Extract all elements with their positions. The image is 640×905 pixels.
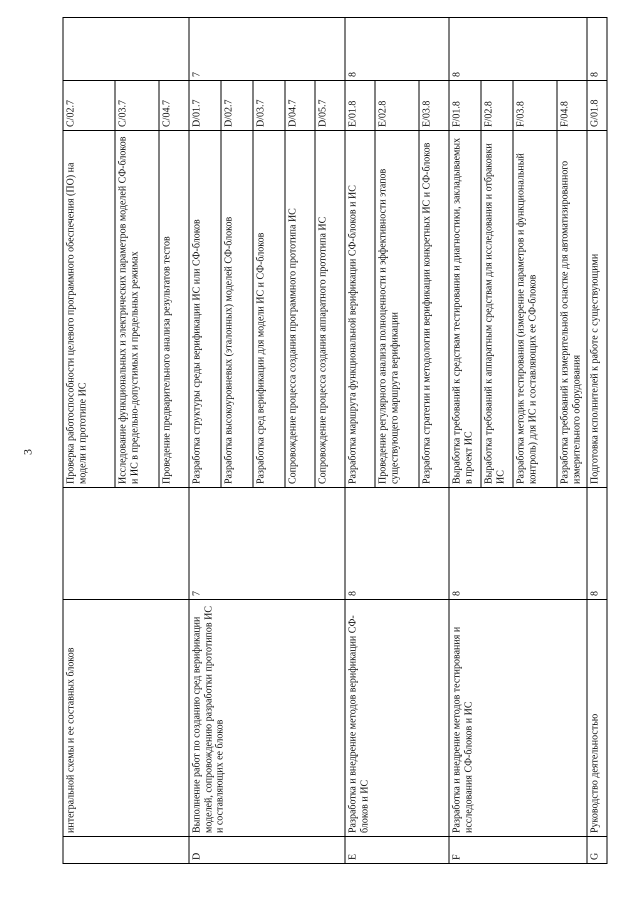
labor-function-cell: Сопровождение процесса создания программного прототипа ИС bbox=[285, 131, 315, 488]
generalized-function-cell: Выполнение работ по созданию сред верификации моделей, сопровождению разработки прототипов ИС и составляющих ее блоков bbox=[189, 600, 345, 837]
code-cell: F/01.8 bbox=[449, 81, 481, 131]
labor-function-cell: Выработка требований к аппаратным средствам для исследования и отбраковки ИС bbox=[481, 131, 513, 488]
table-row bbox=[449, 18, 481, 864]
sub-level-cell bbox=[63, 18, 189, 81]
labor-function-cell: Разработка стратегии и методологии верификации конкретных ИС и СФ-блоков bbox=[419, 131, 449, 488]
table-row bbox=[63, 18, 115, 864]
code-cell: D/02.7 bbox=[221, 81, 253, 131]
code-cell: D/01.7 bbox=[189, 81, 221, 131]
rotated-table-wrapper bbox=[63, 60, 601, 864]
code-cell: C/03.7 bbox=[115, 81, 159, 131]
labor-function-cell: Разработка маршрута функциональной верификации СФ-блоков и ИС bbox=[345, 131, 375, 488]
sub-level-cell: 8 bbox=[345, 18, 449, 81]
labor-function-cell: Разработка высокоуровневых (эталонных) моделей СФ-блоков bbox=[221, 131, 253, 488]
functions-table bbox=[63, 17, 608, 864]
code-cell: D/05.7 bbox=[315, 81, 345, 131]
labor-function-cell: Исследование функциональных и электрических параметров моделей СФ-блоков и ИС в предельно-допустимых и предельных режимах bbox=[115, 131, 159, 488]
code-cell: C/04.7 bbox=[159, 81, 189, 131]
sub-level-cell: 8 bbox=[587, 18, 607, 81]
code-cell: D/03.7 bbox=[253, 81, 285, 131]
function-letter-cell: F bbox=[449, 837, 587, 864]
table-row bbox=[587, 18, 607, 864]
code-cell: E/03.8 bbox=[419, 81, 449, 131]
qualification-level-cell: 8 bbox=[345, 488, 449, 600]
code-cell: D/04.7 bbox=[285, 81, 315, 131]
labor-function-cell: Подготовка исполнителей к работе с существующими bbox=[587, 131, 607, 488]
generalized-function-cell: Разработка и внедрение методов тестирования и исследования СФ-блоков и ИС bbox=[449, 600, 587, 837]
table-row bbox=[189, 18, 221, 864]
labor-function-cell: Разработка методик тестирования (измерение параметров и функциональный контроль) для ИС и составляющих ее СФ-блоков bbox=[513, 131, 557, 488]
labor-function-cell: Выработка требований к средствам тестирования и диагностики, закладываемых в проект ИС bbox=[449, 131, 481, 488]
qualification-level-cell: 8 bbox=[587, 488, 607, 600]
function-letter-cell: E bbox=[345, 837, 449, 864]
labor-function-cell: Разработка требований к измерительной оснастке для автоматизированного измерительного оборудования bbox=[557, 131, 587, 488]
table-row bbox=[345, 18, 375, 864]
code-cell: F/04.8 bbox=[557, 81, 587, 131]
labor-function-cell: Проведение регулярного анализа полноценности и эффективности этапов существующего маршрута верификации bbox=[375, 131, 419, 488]
function-letter-cell: D bbox=[189, 837, 345, 864]
code-cell: E/02.8 bbox=[375, 81, 419, 131]
function-letter-cell: G bbox=[587, 837, 607, 864]
code-cell: E/01.8 bbox=[345, 81, 375, 131]
code-cell: F/03.8 bbox=[513, 81, 557, 131]
function-letter-cell bbox=[63, 837, 189, 864]
qualification-level-cell bbox=[63, 488, 189, 600]
generalized-function-cell: Руководство деятельностью bbox=[587, 600, 607, 837]
qualification-level-cell: 7 bbox=[189, 488, 345, 600]
sub-level-cell: 8 bbox=[449, 18, 587, 81]
labor-function-cell: Проведение предварительного анализа результатов тестов bbox=[159, 131, 189, 488]
sub-level-cell: 7 bbox=[189, 18, 345, 81]
generalized-function-cell: интегральной схемы и ее составных блоков bbox=[63, 600, 189, 837]
qualification-level-cell: 8 bbox=[449, 488, 587, 600]
generalized-function-cell: Разработка и внедрение методов верификации СФ-блоков и ИС bbox=[345, 600, 449, 837]
labor-function-cell: Сопровождение процесса создания аппаратного прототипа ИС bbox=[315, 131, 345, 488]
code-cell: C/02.7 bbox=[63, 81, 115, 131]
labor-function-cell: Разработка сред верификации для модели ИС и СФ-блоков bbox=[253, 131, 285, 488]
code-cell: F/02.8 bbox=[481, 81, 513, 131]
labor-function-cell: Проверка работоспособности целевого программного обеспечения (ПО) на модели и прототипе ИС bbox=[63, 131, 115, 488]
page-number: 3 bbox=[20, 449, 35, 455]
code-cell: G/01.8 bbox=[587, 81, 607, 131]
labor-function-cell: Разработка структуры среды верификации ИС или СФ-блоков bbox=[189, 131, 221, 488]
